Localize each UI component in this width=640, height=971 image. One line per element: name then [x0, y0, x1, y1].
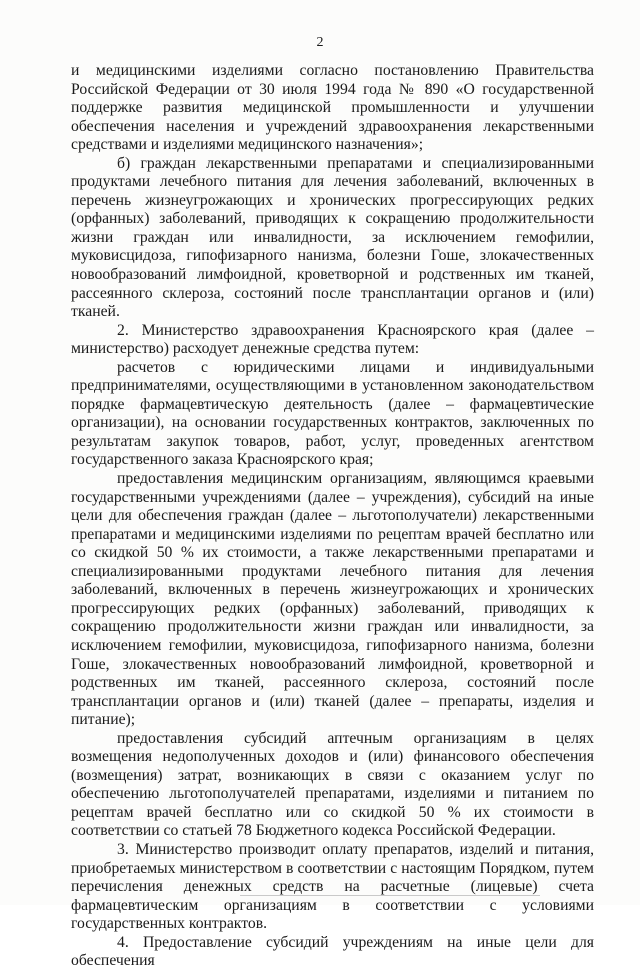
paragraph-section-4: 4. Предоставление субсидий учреждениям на иные цели для обеспечения	[71, 933, 594, 970]
page-number: 2	[316, 35, 324, 50]
paragraph-subsidies-institutions: предоставления медицинским организациям, являющимся краевыми государственными учреждениями (далее – учреждения), субсидий на иные цели для обеспечения граждан (далее – льготополучатели) лекарственными препаратами и медицинскими изделиями по рецептам врачей бесплатно или со скидкой 50 % их стоимости, а также лекарственными препаратами и специализированными продуктами лечебного питания для лечения заболеваний, включенных в перечень жизнеугрожающих и хронических прогрессирующих редких (орфанных) заболеваний, приводящих к сокращению продолжительности жизни граждан или инвалидности, за исключением гемофилии, муковисцидоза, гипофизарного нанизма, болезни Гоше, злокачественных новообразований лимфоидной, кроветворной и родственных им тканей, рассеянного склероза, состояний после трансплантации органов и (или) тканей (далее – препараты, изделия и питание);	[71, 470, 594, 729]
paragraph-subsidies-pharmacies: предоставления субсидий аптечным организациям в целях возмещения недополученных доходов и (или) финансового обеспечения (возмещения) затрат, возникающих в связи с оказанием услуг по обеспечению льготополучателей препаратами, изделиями и питанием по рецептам врачей бесплатно или со скидкой 50 % их стоимости в соответствии со статьей 78 Бюджетного кодекса Российской Федерации.	[71, 729, 594, 840]
document-body	[71, 62, 594, 971]
paragraph-continuation: и медицинскими изделиями согласно постановлению Правительства Российской Федерации от 30 июля 1994 года № 890 «О государственной поддержке развития медицинской промышленности и улучшении обеспечения населения и учреждений здравоохранения лекарственными средствами и изделиями медицинского назначения»;	[71, 62, 594, 154]
paragraph-settlements: расчетов с юридическими лицами и индивидуальными предпринимателями, осуществляющими в установленном законодательством порядке фармацевтическую деятельность (далее – фармацевтические организации), на основании государственных контрактов, заключенных по результатам закупок товаров, работ, услуг, проведенных агентством государственного заказа Красноярского края;	[71, 358, 594, 469]
paragraph-section-2: 2. Министерство здравоохранения Красноярского края (далее – министерство) расходует денежные средства путем:	[71, 321, 594, 358]
footer-divider	[240, 895, 540, 896]
paragraph-section-3: 3. Министерство производит оплату препаратов, изделий и питания, приобретаемых министерством в соответствии с настоящим Порядком, путем перечисления денежных средств на расчетные (лицевые) счета фармацевтическим организациям в соответствии с условиями государственных контрактов.	[71, 840, 594, 933]
paragraph-item-b: б) граждан лекарственными препаратами и специализированными продуктами лечебного питания для лечения заболеваний, включенных в перечень жизнеугрожающих и хронических прогрессирующих редких (орфанных) заболеваний, приводящих к сокращению продолжительности жизни граждан или инвалидности, за исключением гемофилии, муковисцидоза, гипофизарного нанизма, болезни Гоше, злокачественных новообразований лимфоидной, кроветворной и родственных им тканей, рассеянного склероза, состояний после трансплантации органов и (или) тканей.	[71, 154, 594, 321]
